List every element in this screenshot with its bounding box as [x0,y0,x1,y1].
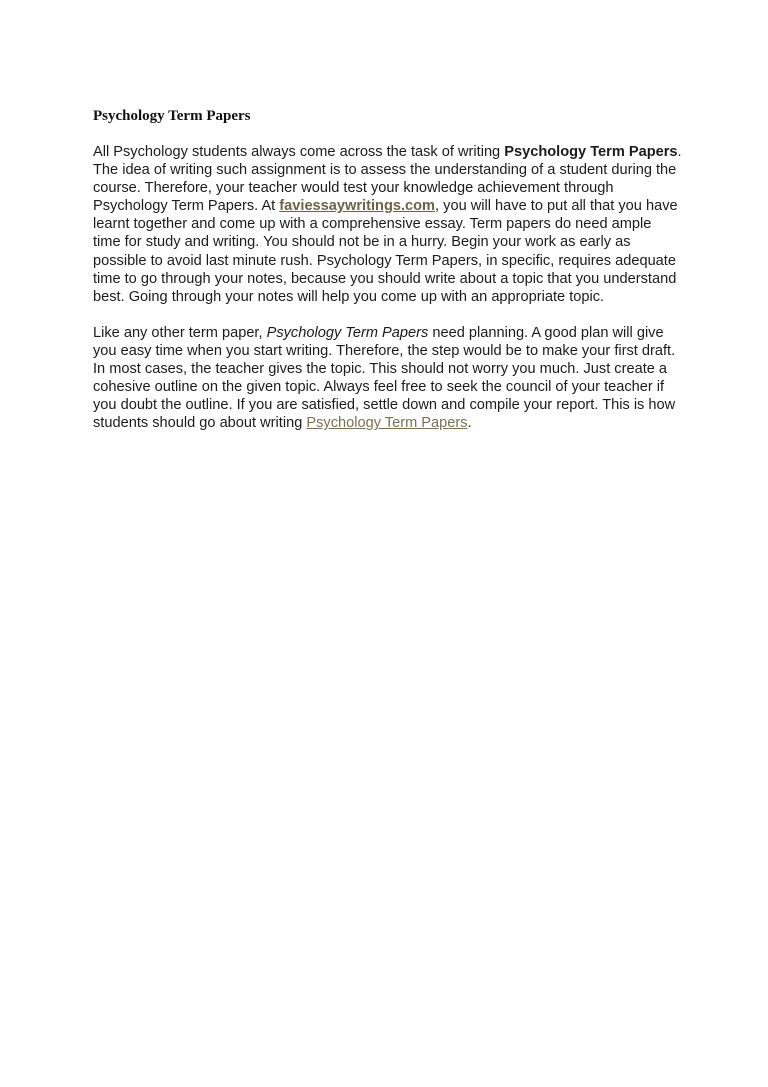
document-title: Psychology Term Papers [93,108,251,124]
website-link[interactable]: faviessaywritings.com [279,198,436,215]
term-papers-link[interactable]: Psychology Term Papers [306,415,468,432]
paragraph-intro-text-1: All Psychology students always come across the task of writing [93,144,505,160]
keyword-italic: Psychology Term Papers [266,324,429,341]
paragraph-planning-text-3: . [467,415,472,432]
paragraph-planning [93,324,683,433]
keyword-bold: Psychology Term Papers [504,144,678,160]
paragraph-planning-text-2: need planning. A good plan will give you easy time when you start writing. Therefore, the step would be to make your first draft. In most cases, the teacher gives the topic. This should not worry you much. Just create a cohesive outline on the given topic. Always feel free to seek the council of your teacher if you doubt the outline. If you are satisfied, settle down and compile your report. This is how students should go about writing [93,324,676,432]
paragraph-intro-text-2: . The idea of writing such assignment is to assess the understanding of a student during the course. Therefore, your teacher would test your knowledge achievement through Psychology Term Papers. At [93,144,682,215]
paragraph-intro [93,143,683,306]
paragraph-intro-text-3: , you will have to put all that you have learnt together and come up with a comprehensive essay. Term papers do need ample time for study and writing. You should not be in a hurry. Begin your work as early as possible to avoid last minute rush. Psychology Term Papers, in specific, requires adequate time to go through your notes, because you should write about a topic that you understand best. Going through your notes will help you come up with an appropriate topic. [93,198,678,305]
document-content [93,106,683,450]
paragraph-planning-text-1: Like any other term paper, [93,324,267,341]
